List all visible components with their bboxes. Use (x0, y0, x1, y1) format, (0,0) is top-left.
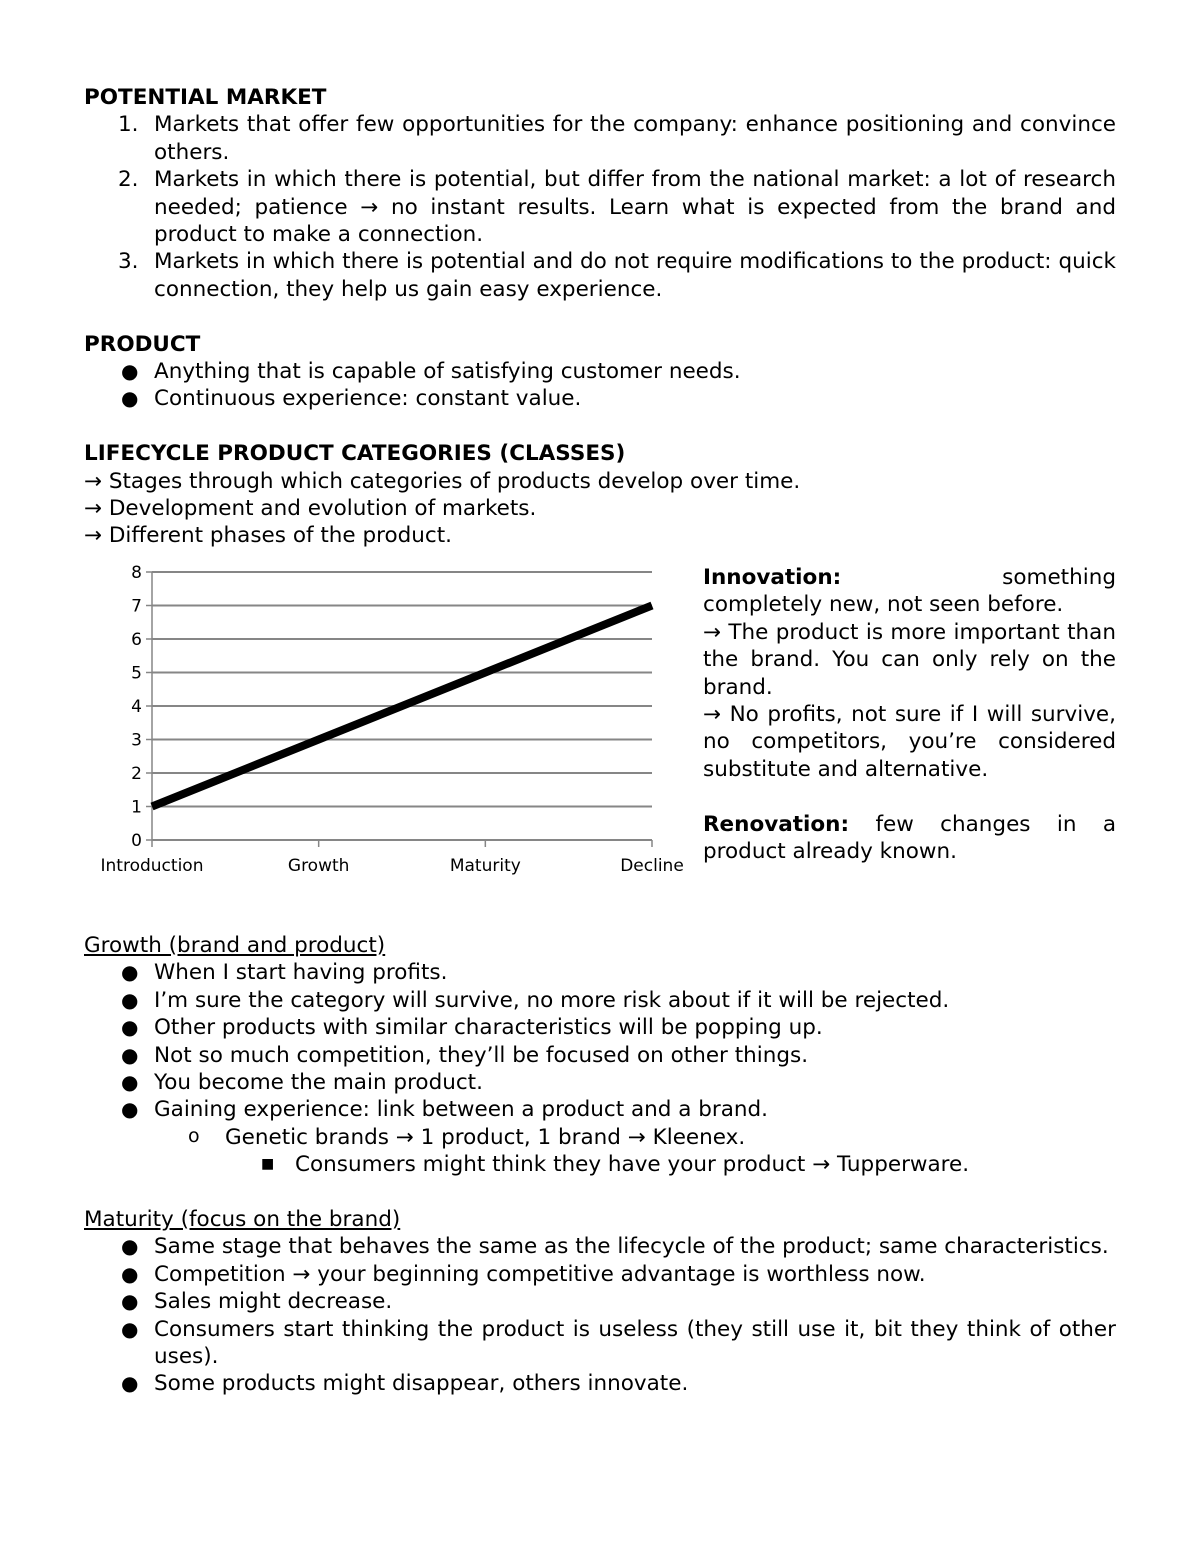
product-list (84, 358, 1116, 413)
list-item (84, 987, 1116, 1014)
list-item-text: Sales might decrease. (154, 1289, 393, 1315)
list-item (84, 1261, 1116, 1288)
list-item (84, 248, 1116, 303)
list-item-text: You become the main product. (154, 1069, 483, 1095)
list-item (84, 1233, 1116, 1260)
innovation-point-2: → No profits, not sure if I will survive, no competitors, you’re considered substitute and alternative. (703, 701, 1116, 782)
product-heading: PRODUCT (84, 331, 201, 357)
list-item (84, 1069, 1116, 1096)
y-tick-label: 2 (131, 763, 142, 784)
list-item-text: I’m sure the category will survive, no more risk about if it will be rejected. (154, 987, 950, 1013)
maturity-section (84, 1206, 1116, 1398)
list-item-text: Anything that is capable of satisfying customer needs. (154, 359, 741, 385)
growth-list (84, 959, 1116, 1123)
list-item (84, 1316, 1116, 1371)
y-tick-label: 6 (131, 629, 142, 650)
y-tick-label: 0 (131, 830, 142, 851)
document-page (84, 84, 1116, 1398)
list-item (84, 1014, 1116, 1041)
lifecycle-line-chart (84, 550, 704, 890)
list-item-text: When I start having profits. (154, 960, 448, 986)
list-item (84, 959, 1116, 986)
list-item (84, 166, 1116, 248)
innovation-line1-end: something (1002, 564, 1116, 590)
list-item-text: Other products with similar characteristics will be popping up. (154, 1015, 823, 1041)
maturity-heading: Maturity (focus on the brand) (84, 1206, 401, 1232)
side-notes (703, 564, 1116, 865)
lifecycle-line: → Different phases of the product. (84, 523, 453, 549)
list-number: 1. (118, 112, 139, 138)
lifecycle-section (84, 440, 1116, 932)
bullet-icon: ● (121, 1097, 139, 1122)
bullet-icon: ● (121, 1234, 139, 1259)
potential-market-section (84, 84, 1116, 303)
bullet-icon: ● (121, 1316, 139, 1341)
innovation-line (703, 564, 1116, 591)
list-item (84, 1096, 1116, 1123)
list-item-text: Consumers start thinking the product is useless (they still use it, bit they think of other uses). (154, 1316, 1116, 1369)
x-tick-label: Maturity (449, 855, 521, 876)
y-tick-label: 1 (131, 797, 142, 818)
lifecycle-heading: LIFECYCLE PRODUCT CATEGORIES (CLASSES) (84, 441, 626, 467)
y-tick-label: 7 (131, 596, 142, 617)
list-item-text: Gaining experience: link between a product and a brand. (154, 1097, 769, 1123)
y-tick-label: 5 (131, 663, 142, 684)
list-item (84, 385, 1116, 412)
list-item-text: Competition → your beginning competitive advantage is worthless now. (154, 1261, 926, 1287)
list-item (84, 1042, 1116, 1069)
chart-row (84, 550, 1116, 932)
bullet-icon: ● (121, 987, 139, 1012)
list-item-text: Not so much competition, they’ll be focused on other things. (154, 1042, 809, 1068)
bullet-icon: ● (121, 960, 139, 985)
sub-sub-list-item-text: Consumers might think they have your product → Tupperware. (295, 1152, 970, 1178)
y-tick-label: 4 (131, 696, 142, 717)
list-item-text: Markets in which there is potential, but differ from the national market: a lot of research needed; patience → no instant results. Learn what is expected from the brand and product to make a connection. (154, 167, 1116, 248)
x-tick-label: Growth (287, 855, 350, 876)
innovation-point-1: → The product is more important than the brand. You can only rely on the brand. (703, 619, 1116, 700)
product-section (84, 331, 1116, 413)
growth-heading: Growth (brand and product) (84, 932, 386, 958)
square-bullet-icon: ■ (261, 1156, 275, 1173)
list-item (84, 1288, 1116, 1315)
sub-sub-list-item (84, 1151, 1116, 1178)
spacer (703, 783, 1116, 810)
renovation-label: Renovation: (703, 811, 850, 837)
maturity-list (84, 1233, 1116, 1397)
potential-market-heading: POTENTIAL MARKET (84, 85, 327, 110)
bullet-icon: ● (121, 1289, 139, 1314)
bullet-icon: ● (121, 1261, 139, 1286)
bullet-icon: ● (121, 1069, 139, 1094)
x-tick-label: Decline (620, 855, 684, 876)
sub-list-item (84, 1124, 1116, 1151)
list-number: 2. (118, 167, 139, 193)
innovation-rest: completely new, not seen before. (703, 592, 1064, 618)
list-item-text: Some products might disappear, others innovate. (154, 1371, 689, 1397)
x-tick-label: Introduction (100, 855, 204, 876)
growth-section (84, 932, 1116, 1179)
list-item-text: Same stage that behaves the same as the lifecycle of the product; same characteristics. (154, 1234, 1109, 1260)
circle-bullet-icon: o (188, 1124, 200, 1147)
y-tick-label: 8 (131, 562, 142, 583)
bullet-icon: ● (121, 1371, 139, 1396)
sub-list-item-text: Genetic brands → 1 product, 1 brand → Kleenex. (225, 1124, 746, 1150)
list-item (84, 111, 1116, 166)
list-item-text: Continuous experience: constant value. (154, 386, 582, 412)
renovation-text: few changes in a product already known. (703, 811, 1117, 864)
list-item (84, 358, 1116, 385)
innovation-label: Innovation: (703, 564, 842, 590)
renovation-paragraph (703, 811, 1116, 866)
list-item-text: Markets in which there is potential and do not require modifications to the product: quick connection, they help us gain easy experience. (154, 249, 1116, 302)
lifecycle-line: → Development and evolution of markets. (84, 496, 537, 522)
bullet-icon: ● (121, 386, 139, 411)
lifecycle-chart-container (84, 550, 704, 890)
y-tick-label: 3 (131, 730, 142, 751)
list-item-text: Markets that offer few opportunities for the company: enhance positioning and convince others. (154, 112, 1116, 165)
bullet-icon: ● (121, 1042, 139, 1067)
potential-market-list (84, 111, 1116, 303)
bullet-icon: ● (121, 1015, 139, 1040)
lifecycle-line: → Stages through which categories of products develop over time. (84, 468, 801, 494)
bullet-icon: ● (121, 359, 139, 384)
list-number: 3. (118, 249, 139, 275)
list-item (84, 1370, 1116, 1397)
